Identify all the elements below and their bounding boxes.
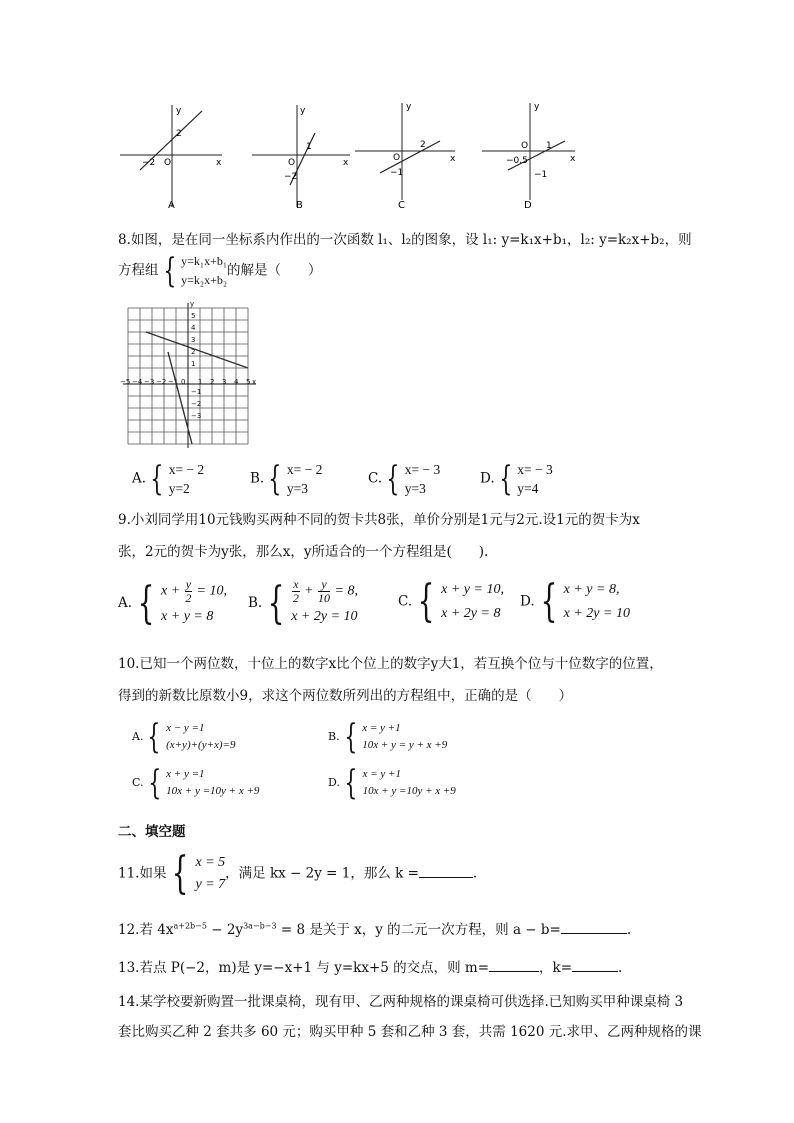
svg-text:y: y [406, 102, 412, 112]
svg-text:y: y [190, 300, 195, 308]
q9-option-b[interactable]: B. { $\frac{x}{2}$ + $\frac{y}{10}$ = 8, x + 2y = 10 [248, 577, 358, 629]
q8-option-c[interactable]: C. { x= − 3 y=3 [368, 459, 441, 499]
svg-text:−2: −2 [191, 400, 202, 408]
q8-text-line1: 8.如图，是在同一坐标系内作出的一次函数 l₁、l₂的图象，设 l₁: y=k₁x+b₁，l₂: y=k₂x+b₂，则 [118, 232, 692, 248]
svg-text:y: y [534, 102, 540, 112]
graph-d [482, 102, 576, 211]
svg-text:4: 4 [191, 324, 196, 332]
svg-text:1: 1 [191, 360, 196, 368]
q10-option-b[interactable]: B. { x = y +1 10x + y = y + x +9 [328, 717, 448, 757]
svg-text:O: O [288, 158, 296, 168]
q8-text-line2: 方程组 { y=k₁x+b₁ y=k₂x+b₂ 的解是（ ） [118, 251, 322, 291]
svg-text:O: O [393, 153, 401, 163]
svg-text:1: 1 [198, 378, 203, 386]
q9-option-a[interactable]: A. { x + $\frac{y}{2}$ = 10, x + y = 8 [118, 577, 227, 629]
q12-answer-blank[interactable] [561, 933, 627, 934]
graph-a [120, 105, 222, 211]
svg-text:2: 2 [176, 129, 182, 139]
graph-c [355, 102, 456, 211]
svg-text:x: x [216, 158, 222, 168]
svg-text:−2: −2 [156, 378, 167, 386]
q12: 12.若 $4x^{a+2b-5} - 2y^{3a-b-3} = 8$ 是关于 x，y 的二元一次方程，则 a − b= . [118, 921, 632, 938]
svg-text:−1: −1 [191, 388, 202, 396]
svg-text:2: 2 [210, 378, 215, 386]
svg-text:x: x [343, 158, 349, 168]
svg-text:−2: −2 [142, 158, 156, 168]
section-fill-in-heading: 二、填空题 [118, 824, 186, 840]
q10-text-line2: 得到的新数比原数小9，求这个两位数所列出的方程组中，正确的是（ ） [118, 688, 573, 704]
svg-text:x: x [252, 378, 257, 386]
svg-text:y: y [300, 106, 306, 116]
svg-text:3: 3 [191, 336, 196, 344]
svg-text:y: y [176, 106, 182, 116]
q8-option-a[interactable]: A. { x= − 2 y=2 [132, 459, 205, 499]
q9-option-c[interactable]: C. { x + y = 10, x + 2y = 8 [398, 576, 504, 627]
q10-option-c[interactable]: C. { x + y =1 10x + y =10y + x +9 [132, 763, 260, 803]
svg-text:x: x [570, 154, 576, 164]
q8-option-d[interactable]: D. { x= − 3 y=4 [480, 459, 553, 499]
svg-text:−5: −5 [120, 378, 131, 386]
svg-text:1: 1 [306, 142, 312, 152]
svg-text:−1: −1 [390, 168, 404, 178]
q9-option-d[interactable]: D. { x + y = 8, x + 2y = 10 [520, 576, 630, 627]
svg-text:0: 0 [181, 378, 186, 386]
svg-text:4: 4 [234, 378, 239, 386]
q13-m-blank[interactable] [489, 971, 539, 972]
q10-option-d[interactable]: D. { x = y +1 10x + y =10y + x +9 [328, 763, 456, 803]
svg-text:x: x [450, 154, 456, 164]
svg-text:−0.5: −0.5 [506, 156, 528, 166]
svg-text:O: O [164, 158, 172, 168]
q9-text-line2: 张，2元的贺卡为y张，那么x，y所适合的一个方程组是( ). [118, 544, 489, 560]
graph-a-label: A [168, 200, 175, 211]
q14-text-line2: 套比购买乙种 2 套共多 60 元；购买甲种 5 套和乙种 3 套，共需 1620 元.求甲、乙两种规格的课 [118, 1024, 702, 1040]
q9-text-line1: 9.小刘同学用10元钱购买两种不同的贺卡共8张，单价分别是1元与2元.设1元的贺卡为x [118, 512, 640, 528]
q7-graphs [110, 95, 590, 220]
svg-text:−1: −1 [534, 170, 548, 180]
q11: 11.如果 { x = 5 y = 7 ，满足 kx − 2y = 1，那么 k = . [118, 848, 478, 899]
graph-c-label: C [398, 200, 405, 211]
q14-text-line1: 14.某学校要新购置一批课桌椅，现有甲、乙两种规格的课桌椅可供选择.已知购买甲种课桌椅 3 [118, 994, 684, 1010]
q10-option-a[interactable]: A. { x − y =1 (x+y)+(y+x)=9 [132, 717, 236, 757]
svg-text:−3: −3 [191, 412, 202, 420]
q13-k-blank[interactable] [572, 971, 618, 972]
q8-option-b[interactable]: B. { x= − 2 y=3 [250, 459, 323, 499]
q8-grid-chart [118, 298, 260, 450]
graph-b-label: B [296, 200, 303, 211]
svg-text:2: 2 [191, 348, 196, 356]
q11-answer-blank[interactable] [419, 877, 473, 878]
svg-text:−4: −4 [132, 378, 143, 386]
q13: 13.若点 P(−2，m)是 y=−x+1 与 y=kx+5 的交点，则 m= ，k= . [118, 960, 623, 976]
svg-text:2: 2 [420, 140, 426, 150]
svg-text:−3: −3 [144, 378, 155, 386]
svg-text:1: 1 [546, 141, 552, 151]
svg-text:5: 5 [191, 312, 196, 320]
svg-text:5: 5 [246, 378, 251, 386]
graph-d-label: D [524, 200, 532, 211]
svg-text:O: O [521, 141, 529, 151]
svg-text:−1: −1 [168, 378, 179, 386]
svg-text:−2: −2 [284, 172, 298, 182]
graph-b [252, 105, 350, 211]
svg-text:3: 3 [222, 378, 227, 386]
q10-text-line1: 10.已知一个两位数，十位上的数字x比个位上的数字y大1，若互换个位与十位数字的位置， [118, 656, 663, 672]
